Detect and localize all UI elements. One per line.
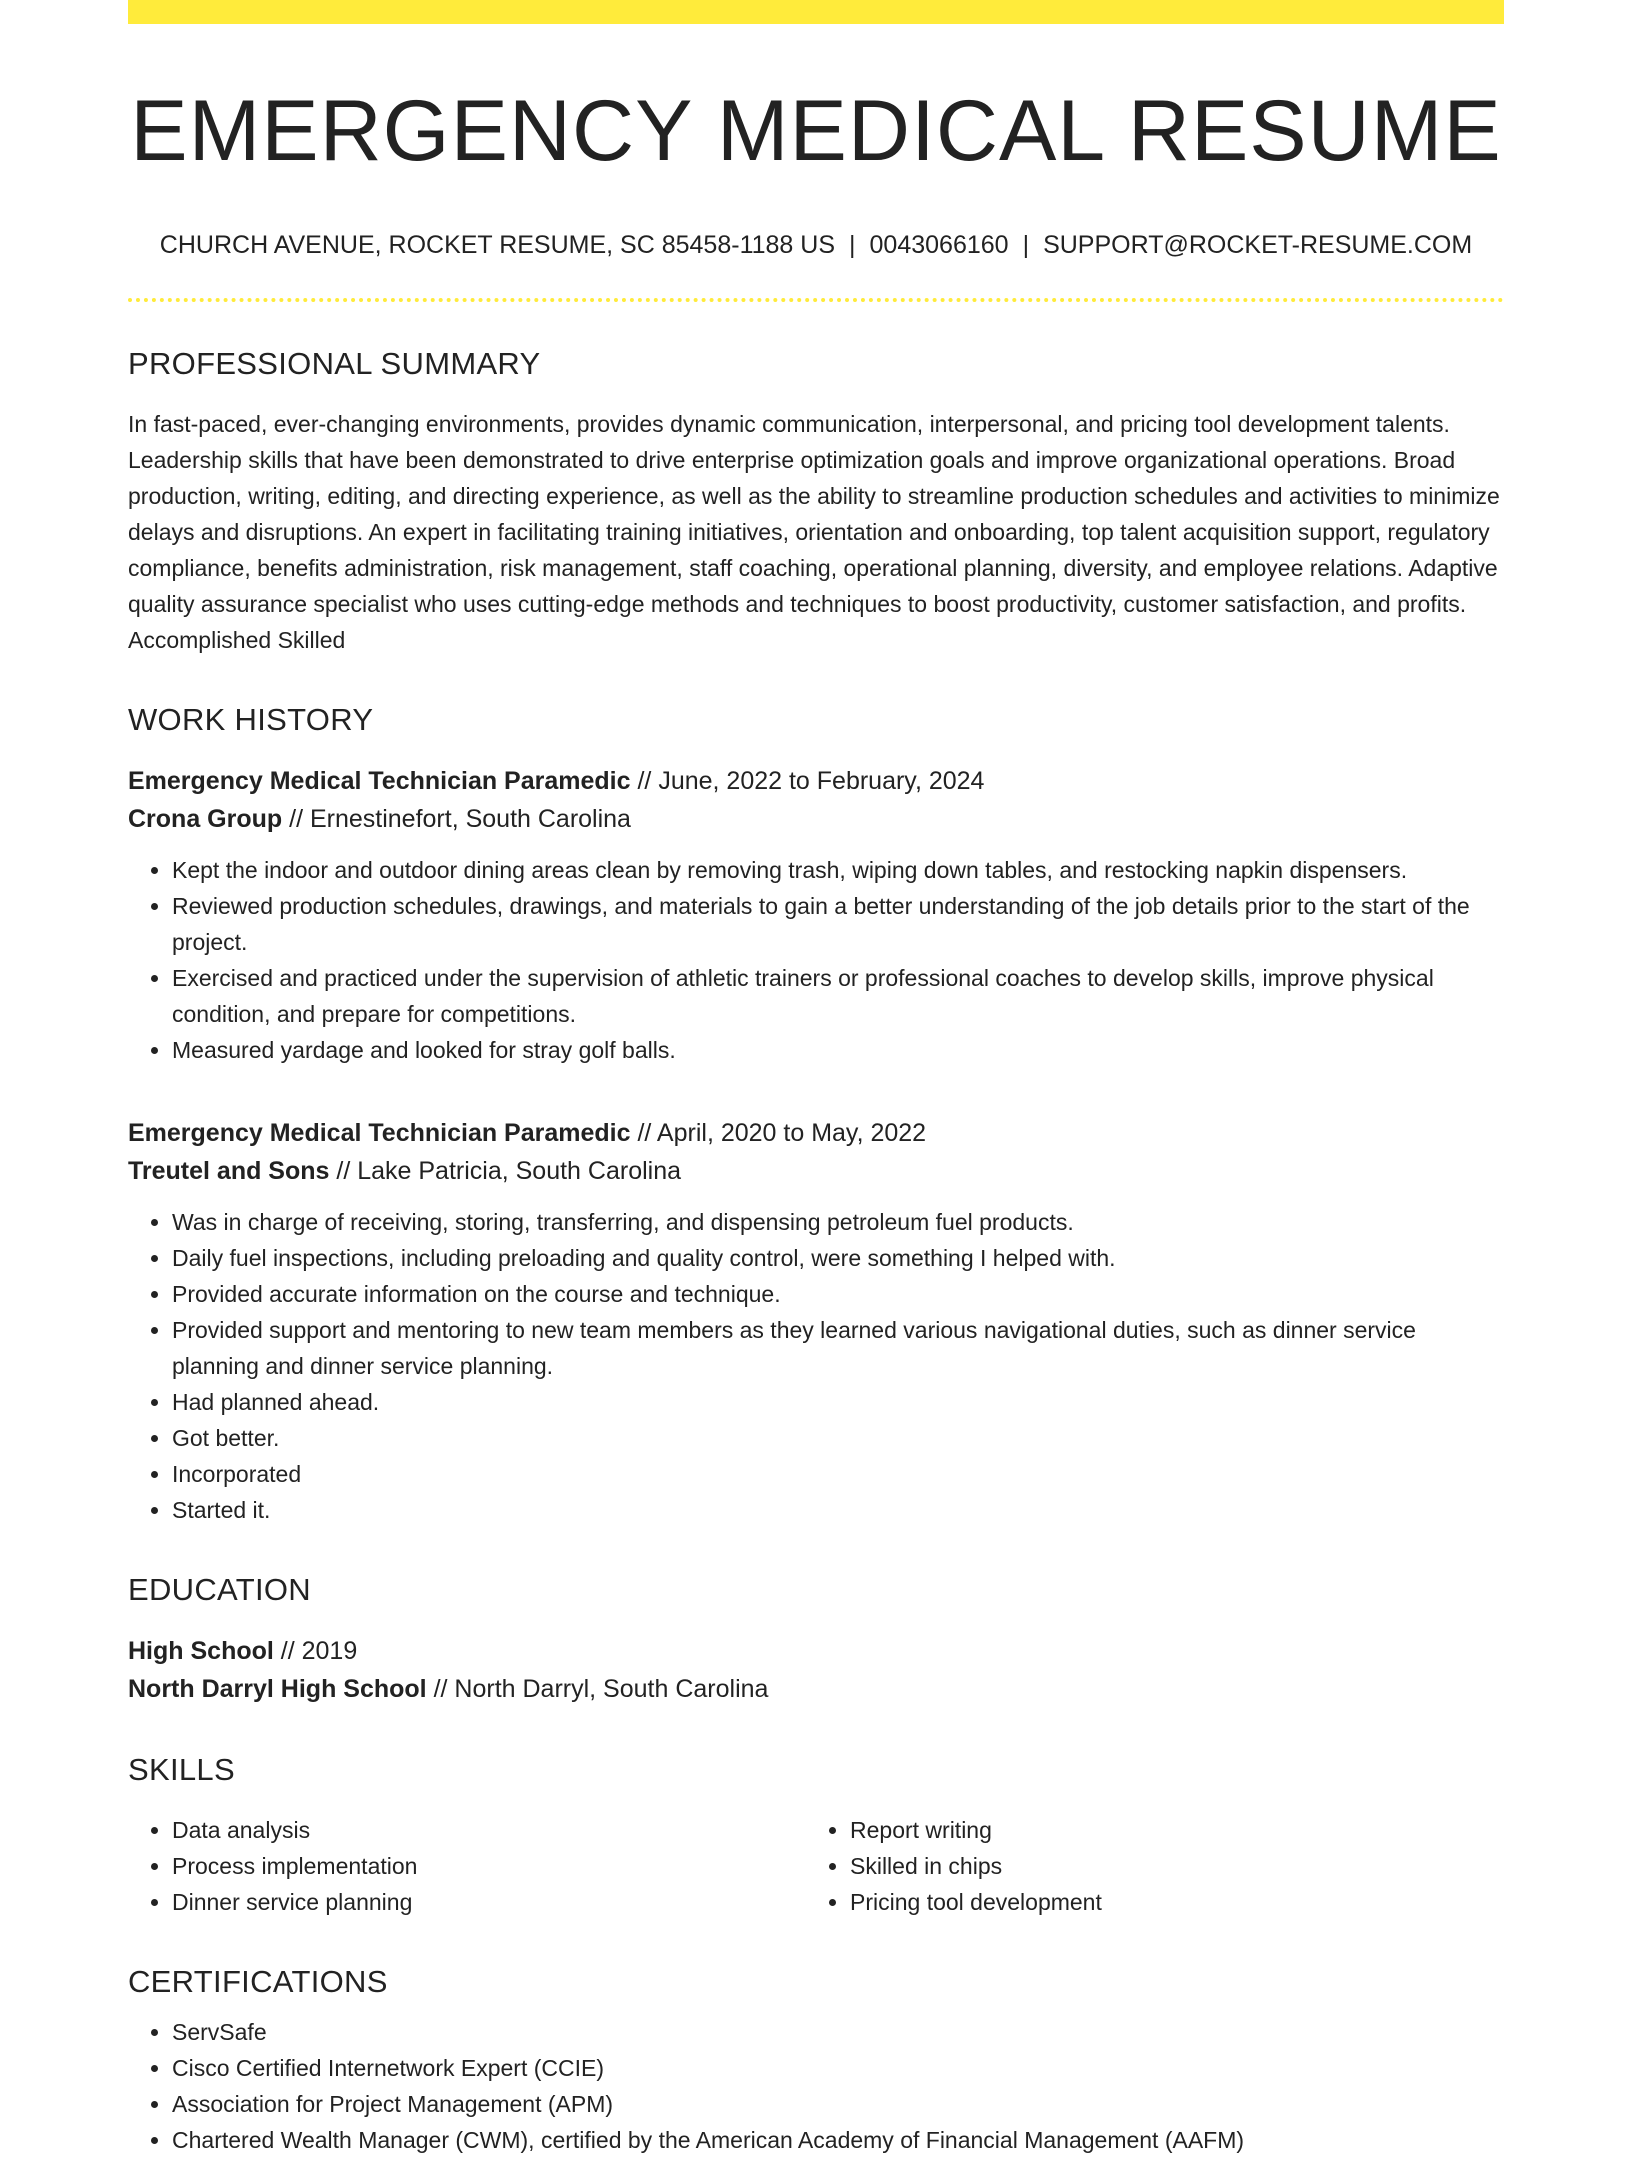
list-item: • Association for Project Management (APM) <box>172 2086 1504 2122</box>
list-item: • Daily fuel inspections, including preloading and quality control, were something I helped with. <box>172 1240 1504 1276</box>
list-item: • Skilled in chips <box>850 1848 1484 1884</box>
education-degree: High School <box>128 1636 274 1665</box>
job-role: Emergency Medical Technician Paramedic <box>128 766 631 795</box>
list-item: • Was in charge of receiving, storing, transferring, and dispensing petroleum fuel products. <box>172 1204 1504 1240</box>
list-item: • Exercised and practiced under the supervision of athletic trainers or professional coaches to develop skills, improve physical condition, and prepare for competitions. <box>172 960 1504 1032</box>
job-company-line <box>128 800 1504 838</box>
job-location: // Lake Patricia, South Carolina <box>329 1156 682 1185</box>
education-entry <box>128 1632 1504 1708</box>
job-role: Emergency Medical Technician Paramedic <box>128 1118 631 1147</box>
list-item: • Data analysis <box>172 1812 806 1848</box>
job-dates: // April, 2020 to May, 2022 <box>630 1118 927 1147</box>
certifications-list <box>128 2014 1504 2158</box>
list-item: • Chartered Wealth Manager (CWM), certified by the American Academy of Financial Management (AAFM) <box>172 2122 1504 2158</box>
job-company: Crona Group <box>128 804 283 833</box>
summary-heading: PROFESSIONAL SUMMARY <box>128 345 541 381</box>
resume-page <box>128 0 1504 2158</box>
job-title-line <box>128 762 1504 800</box>
contact-address: CHURCH AVENUE, ROCKET RESUME, SC 85458-1188 US <box>159 230 836 259</box>
education-heading: EDUCATION <box>128 1571 311 1607</box>
education-school-line <box>128 1670 1504 1708</box>
education-location: // North Darryl, South Carolina <box>426 1674 769 1703</box>
list-item: • Reviewed production schedules, drawings, and materials to gain a better understanding of the job details prior to the start of the project. <box>172 888 1504 960</box>
list-item: • Got better. <box>172 1420 1504 1456</box>
list-item: • Measured yardage and looked for stray golf balls. <box>172 1032 1504 1068</box>
list-item: • Cisco Certified Internetwork Expert (CCIE) <box>172 2050 1504 2086</box>
certifications-heading: CERTIFICATIONS <box>128 1963 388 1999</box>
list-item: • Started it. <box>172 1492 1504 1528</box>
skills-column-left <box>128 1812 806 1920</box>
education-school: North Darryl High School <box>128 1674 427 1703</box>
job-company: Treutel and Sons <box>128 1156 330 1185</box>
top-accent-bar <box>128 0 1504 24</box>
list-item: • Dinner service planning <box>172 1884 806 1920</box>
job-bullets <box>128 1204 1504 1528</box>
summary-text: In fast-paced, ever-changing environments, provides dynamic communication, interpersonal, and pricing tool development talents. Leadership skills that have been demonstrated to drive enterprise optimization goals and improve organizational operations. Broad production, writing, editing, and directing experience, as well as the ability to streamline production schedules and activities to minimize delays and disruptions. An expert in facilitating training initiatives, orientation and onboarding, top talent acquisition support, regulatory compliance, benefits administration, risk management, staff coaching, operational planning, diversity, and employee relations. Adaptive quality assurance specialist who uses cutting-edge methods and techniques to boost productivity, customer satisfaction, and profits. Accomplished Skilled <box>128 410 1500 653</box>
dotted-divider <box>128 298 1504 302</box>
contact-separator: | <box>849 230 856 259</box>
contact-line <box>128 231 1504 260</box>
list-item: • Provided accurate information on the course and technique. <box>172 1276 1504 1312</box>
contact-separator: | <box>1022 230 1030 259</box>
contact-email[interactable]: SUPPORT@ROCKET-RESUME.COM <box>1043 230 1473 259</box>
list-item: • ServSafe <box>172 2014 1504 2050</box>
list-item: • Provided support and mentoring to new team members as they learned various navigational duties, such as dinner service planning and dinner service planning. <box>172 1312 1504 1384</box>
skills-column-right <box>806 1812 1484 1920</box>
list-item: • Incorporated <box>172 1456 1504 1492</box>
resume-title: EMERGENCY MEDICAL RESUME <box>130 83 1502 179</box>
work-history-heading: WORK HISTORY <box>128 701 374 737</box>
job-bullets <box>128 852 1504 1068</box>
list-item: • Kept the indoor and outdoor dining areas clean by removing trash, wiping down tables, and restocking napkin dispensers. <box>172 852 1504 888</box>
list-item: • Pricing tool development <box>850 1884 1484 1920</box>
education-year: // 2019 <box>273 1636 358 1665</box>
list-item: • Process implementation <box>172 1848 806 1884</box>
job-company-line <box>128 1152 1504 1190</box>
skills-grid <box>128 1812 1504 1920</box>
job-entry <box>128 762 1504 1068</box>
list-item: • Report writing <box>850 1812 1484 1848</box>
skills-heading: SKILLS <box>128 1751 235 1787</box>
job-dates: // June, 2022 to February, 2024 <box>630 766 985 795</box>
job-entry <box>128 1114 1504 1528</box>
job-title-line <box>128 1114 1504 1152</box>
list-item: • Had planned ahead. <box>172 1384 1504 1420</box>
education-degree-line <box>128 1632 1504 1670</box>
contact-phone: 0043066160 <box>869 230 1009 259</box>
job-location: // Ernestinefort, South Carolina <box>282 804 631 833</box>
